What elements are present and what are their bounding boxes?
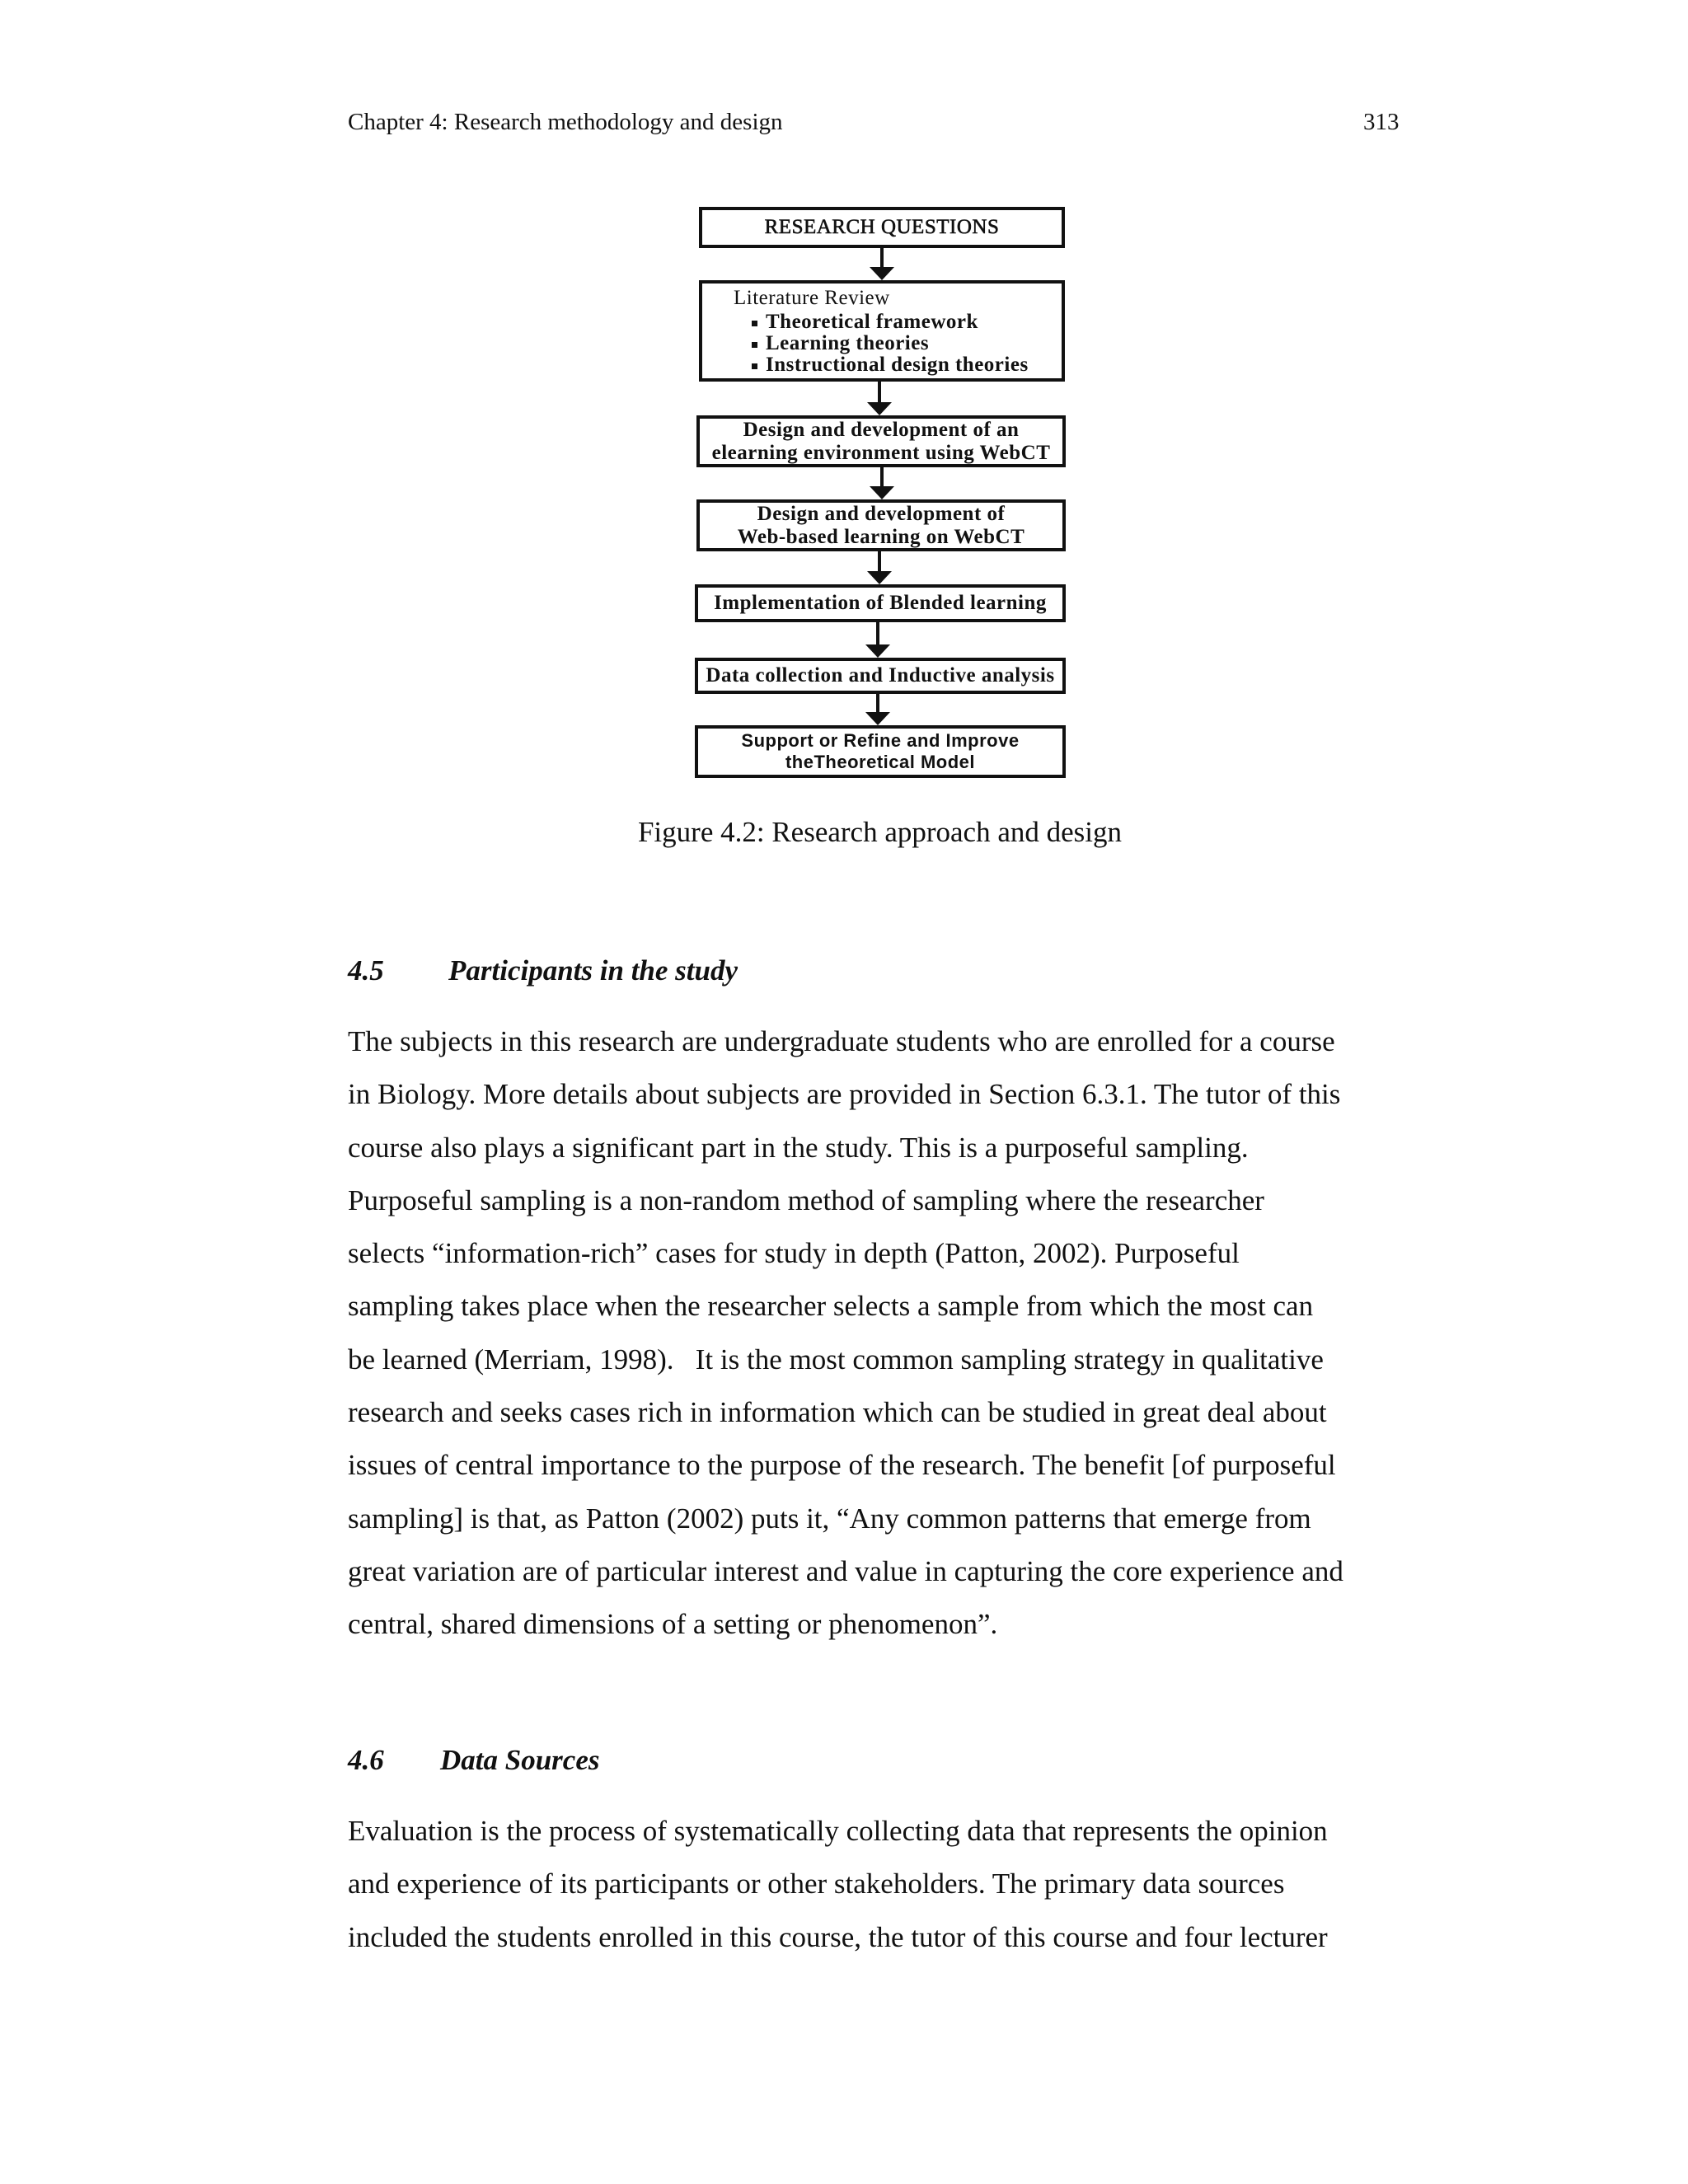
text-line: selects “information-rich” cases for study in depth (Patton, 2002). Purposeful [348, 1237, 1240, 1270]
flow-arrow [867, 382, 892, 415]
flow-box-text: Data collection and Inductive analysis [706, 664, 1055, 687]
flow-box-data-collection [695, 658, 1066, 694]
flow-box-elearning-environment [696, 415, 1066, 467]
text-line: included the students enrolled in this course, the tutor of this course and four lecturer [348, 1920, 1328, 1953]
page-number: 313 [1363, 109, 1400, 135]
text-line: great variation are of particular interest and value in capturing the core experience and [348, 1554, 1343, 1587]
flow-box-text: Design and development of [757, 502, 1006, 525]
flow-box-text: RESEARCH QUESTIONS [764, 216, 1000, 238]
section-title: Data Sources [440, 1744, 600, 1776]
flow-box-literature-review [699, 280, 1065, 382]
text-line: sampling takes place when the researcher selects a sample from which the most can [348, 1290, 1314, 1323]
flow-box-text: Design and development of an [743, 418, 1020, 441]
figure-caption: Figure 4.2: Research approach and design [637, 816, 1123, 848]
flow-bullet-list [752, 312, 1062, 376]
section-heading-4-6 [348, 1744, 600, 1777]
text-line: and experience of its participants or other stakeholders. The primary data sources [348, 1868, 1285, 1900]
flow-bullet: Learning theories [752, 333, 1062, 354]
section-heading-4-5 [348, 954, 738, 987]
flow-box-blended-learning [695, 584, 1066, 622]
text-line: research and seeks cases rich in information which can be studied in great deal about [348, 1396, 1327, 1429]
text-line: in Biology. More details about subjects are provided in Section 6.3.1. The tutor of this [348, 1078, 1341, 1111]
flow-box-text: Web-based learning on WebCT [737, 525, 1025, 548]
running-header-chapter: Chapter 4: Research methodology and design [348, 109, 783, 135]
flow-arrow [865, 694, 890, 725]
text-line: central, shared dimensions of a setting or phenomenon”. [348, 1608, 998, 1641]
flow-box-title: Literature Review [734, 287, 890, 309]
text-line: Evaluation is the process of systematically collecting data that represents the opinion [348, 1815, 1328, 1847]
flow-box-text: theTheoretical Model [785, 752, 976, 772]
flow-bullet: Theoretical framework [752, 312, 1062, 333]
text-line: The subjects in this research are undergraduate students who are enrolled for a course [348, 1025, 1335, 1057]
text-line: Purposeful sampling is a non-random method of sampling where the researcher [348, 1183, 1264, 1216]
flow-box-research-questions [699, 207, 1065, 248]
section-number: 4.6 [348, 1744, 384, 1776]
paragraph-participants [348, 1015, 1343, 1652]
flow-arrow [870, 248, 894, 280]
flow-bullet: Instructional design theories [752, 354, 1062, 376]
section-title: Participants in the study [448, 954, 738, 987]
flow-arrow [865, 622, 890, 658]
flow-arrow [870, 467, 894, 499]
flow-box-text: elearning environment using WebCT [711, 441, 1051, 464]
text-line: issues of central importance to the purpose of the research. The benefit [of purposeful [348, 1449, 1336, 1482]
section-number: 4.5 [348, 954, 384, 987]
text-line: be learned (Merriam, 1998). It is the most common sampling strategy in qualitative [348, 1343, 1324, 1376]
text-line: course also plays a significant part in the study. This is a purposeful sampling. [348, 1131, 1249, 1164]
text-line: sampling] is that, as Patton (2002) puts it, “Any common patterns that emerge from [348, 1502, 1311, 1535]
flow-box-theoretical-model [695, 725, 1066, 778]
flow-box-text: Implementation of Blended learning [714, 592, 1047, 614]
flow-box-text: Support or Refine and Improve [741, 730, 1020, 751]
flow-box-web-based-learning [696, 499, 1066, 551]
flow-arrow [867, 551, 892, 584]
paragraph-data-sources [348, 1805, 1328, 1964]
